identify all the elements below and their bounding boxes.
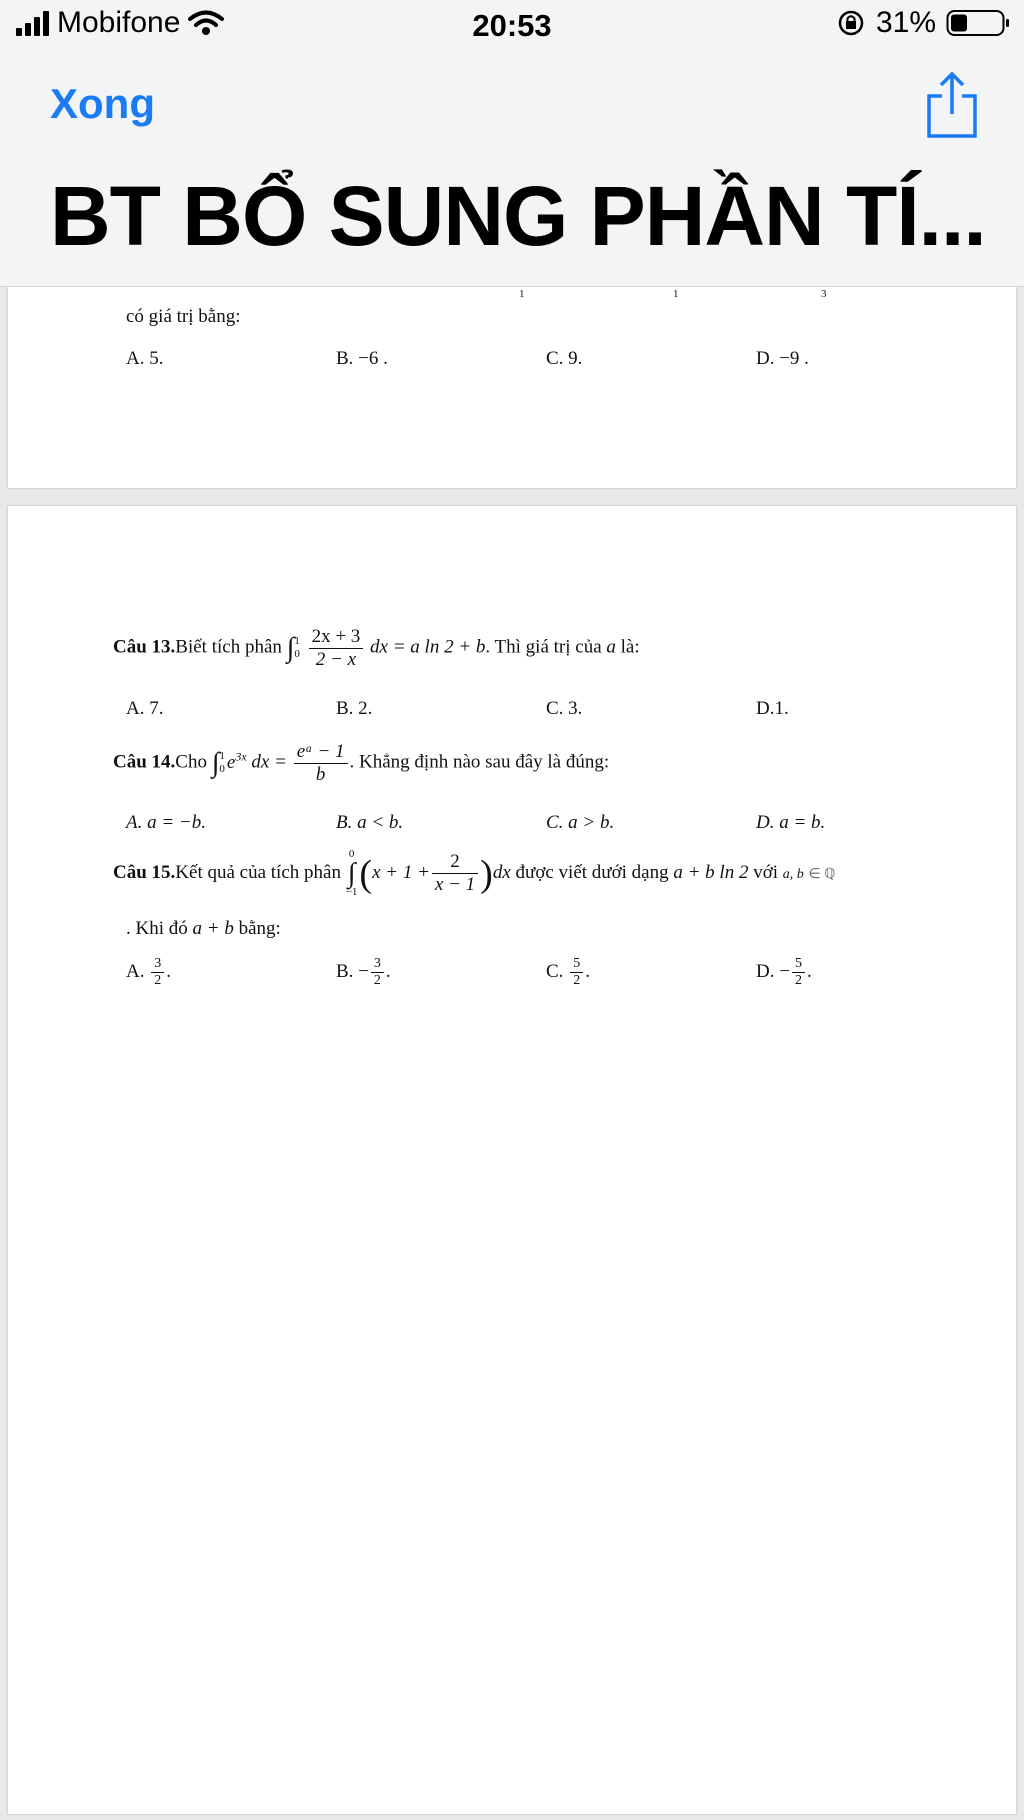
question-text: . Thì giá trị của	[485, 636, 602, 658]
question-text: được viết dưới dạng	[515, 862, 669, 884]
question-stem: có giá trị bằng:	[126, 306, 241, 327]
share-icon[interactable]	[926, 70, 978, 140]
integral-limits: 1 0	[219, 750, 225, 776]
battery-percent: 31%	[875, 6, 936, 39]
question-14	[113, 741, 609, 786]
document-page	[8, 506, 1016, 1814]
dx-equals: dx =	[251, 751, 287, 773]
answer-option-c: C. a > b.	[546, 812, 615, 833]
question-15: Câu 15.Kết quả của tích phân 0 ∫ −1 (x + 1 + $\frac{2}{x - 1}$ )dx được viết dưới dạng a + b ln 2 với a, b ∈ ℚ	[113, 848, 836, 899]
integral-limits: 0 ∫ −1	[345, 848, 358, 899]
question-13	[113, 626, 640, 671]
status-bar	[0, 0, 1024, 52]
answer-option-b: B. a < b.	[336, 812, 404, 833]
answer-option-b: B. −6 .	[336, 348, 388, 369]
question-label: Câu 15.	[113, 862, 176, 884]
question-15-continued: . Khi đó a + b bằng:	[126, 918, 281, 939]
answer-option-a: A. 5.	[126, 348, 164, 369]
dx: dx	[492, 862, 511, 884]
variable: a	[606, 636, 616, 658]
question-text: Biết tích phân	[175, 636, 282, 658]
integral-sign: ∫	[347, 858, 356, 890]
answer-option-d: D. − $\frac{5}{2}$ .	[756, 956, 812, 989]
fraction: $\frac{2x + 3}{2 - x}$	[309, 626, 364, 671]
superscript-mark: 3	[821, 288, 827, 300]
integral-sign: ∫	[211, 747, 220, 779]
question-label: Câu 13.	[113, 636, 176, 658]
document-title: BT BỔ SUNG PHẦN TÍ...	[50, 169, 986, 263]
question-text: Cho	[175, 751, 207, 773]
integral-sign: ∫	[286, 632, 295, 664]
battery-icon	[946, 8, 1010, 38]
answer-option-a: A. a = −b.	[126, 812, 206, 833]
top-bar	[0, 0, 1024, 287]
question-text: . Khẳng định nào sau đây là đúng:	[349, 751, 610, 773]
superscript-mark: 1	[673, 288, 679, 300]
integrand: $e^{3x}$	[226, 749, 247, 773]
answer-option-d: D. a = b.	[756, 812, 826, 833]
condition-vars: a, b	[782, 867, 804, 883]
answer-option-d: D. −9 .	[756, 348, 809, 369]
rotation-lock-icon	[836, 8, 866, 38]
condition-set: ∈ ℚ	[808, 867, 836, 883]
answer-option-c: C. 9.	[546, 348, 583, 369]
question-text: với	[753, 862, 779, 884]
question-label: Câu 14.	[113, 751, 176, 773]
answer-option-a: A. 7.	[126, 698, 164, 719]
superscript-mark: 1	[519, 288, 525, 300]
document-page	[8, 286, 1016, 488]
done-button[interactable]: Xong	[50, 80, 155, 127]
answer-option-c: C. $\frac{5}{2}$ .	[546, 956, 590, 989]
answer-option-d: D.1.	[756, 698, 789, 719]
integrand: x + 1 +	[372, 862, 430, 884]
question-text: là:	[620, 636, 640, 658]
question-text: Kết quả của tích phân	[175, 862, 341, 884]
answer-option-b: B. − $\frac{3}{2}$ .	[336, 956, 391, 989]
form-expression: a + b ln 2	[673, 862, 749, 884]
fraction: $\frac{\text{eᵃ − 1}}{b}$	[294, 741, 348, 786]
fraction: $\frac{2}{x - 1}$	[432, 851, 478, 896]
answer-option-a: A. $\frac{3}{2}$ .	[126, 956, 171, 989]
clock: 20:53	[472, 8, 552, 43]
integral-rhs: dx = a ln 2 + b	[370, 636, 486, 658]
carrier-label: Mobifone	[57, 6, 181, 39]
answer-option-c: C. 3.	[546, 698, 583, 719]
integral-limits: 1 0	[294, 635, 300, 661]
answer-option-b: B. 2.	[336, 698, 373, 719]
